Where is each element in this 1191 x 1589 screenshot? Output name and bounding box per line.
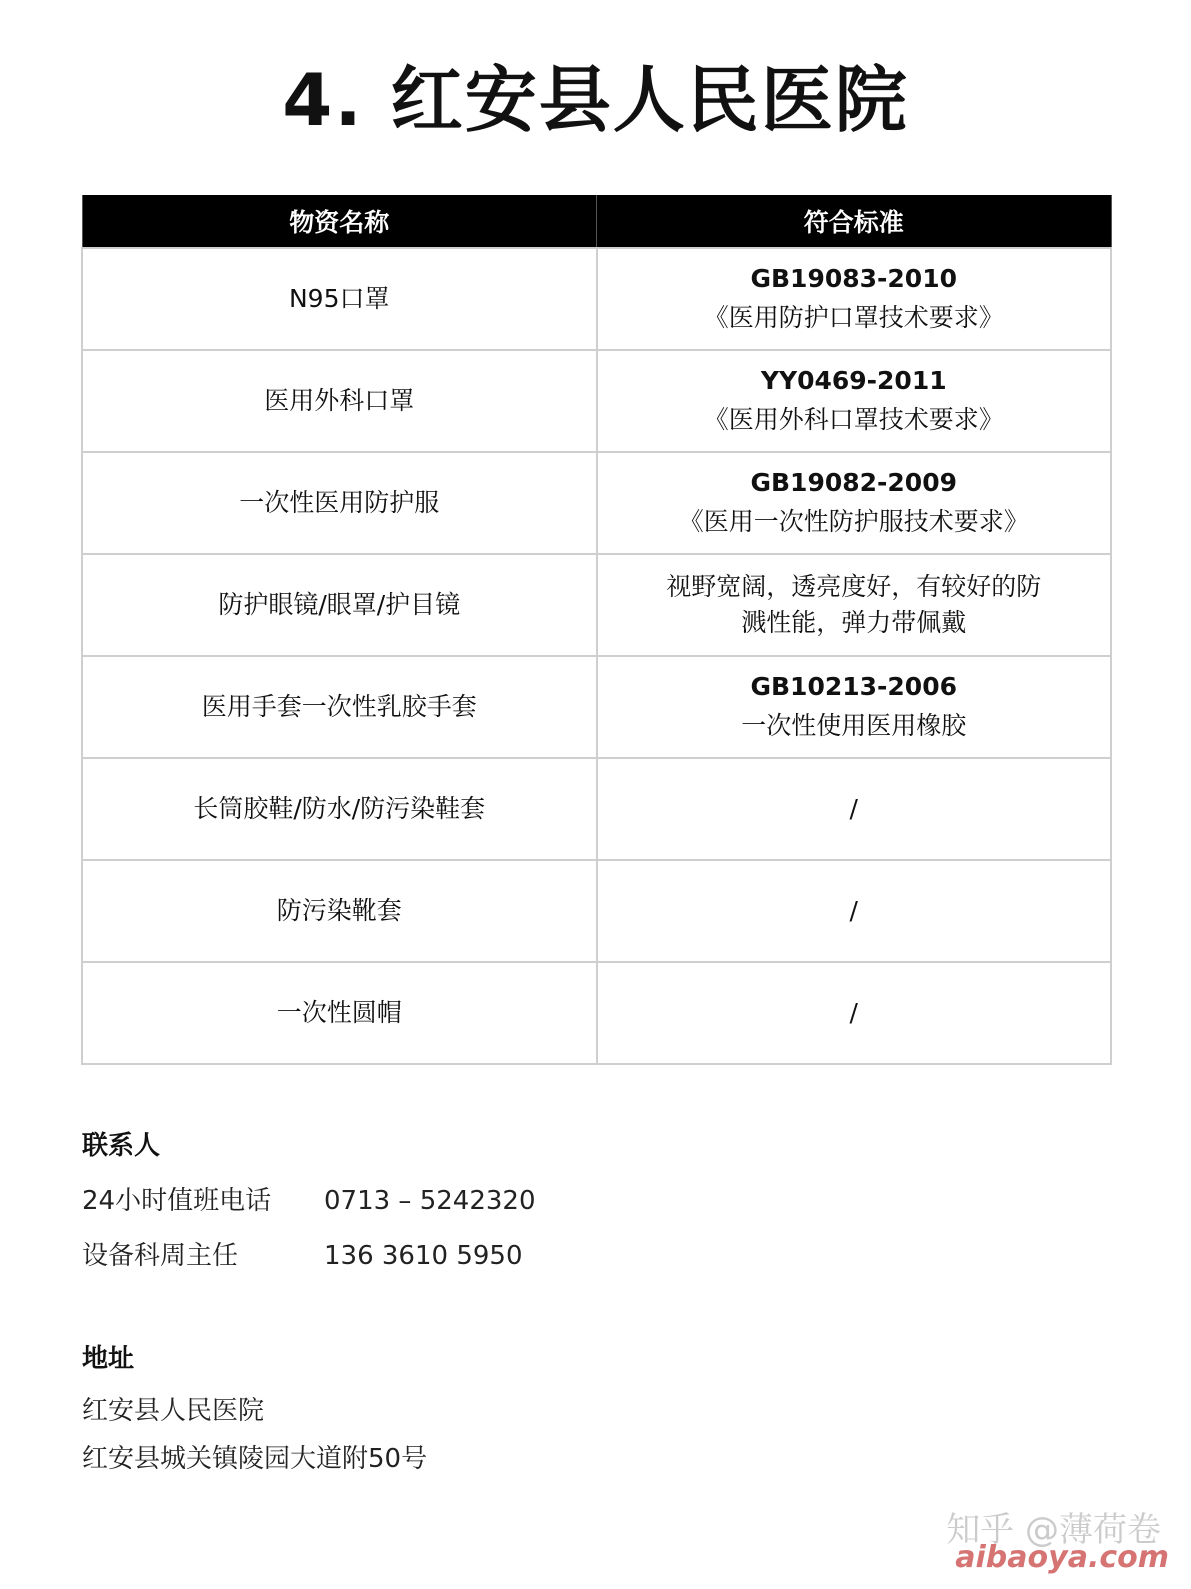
zhihu-watermark: 知乎 @薄荷卷 bbox=[946, 1510, 1161, 1550]
standard-cell bbox=[597, 860, 1112, 962]
address-line: 红安县人民医院 bbox=[82, 1396, 265, 1426]
standard-name: 《医用一次性防护服技术要求》 bbox=[678, 507, 1029, 536]
contact-heading: 联系人 bbox=[82, 1131, 161, 1161]
page-title: 4. 红安县人民医院 bbox=[282, 58, 909, 142]
table-row bbox=[82, 554, 1111, 656]
standard-code: YY0469-2011 bbox=[760, 366, 947, 395]
contact-value: 136 3610 5950 bbox=[324, 1241, 523, 1271]
supplies-table bbox=[81, 195, 1112, 1065]
address-line: 红安县城关镇陵园大道附50号 bbox=[82, 1444, 428, 1474]
contact-row-duty-phone bbox=[82, 1180, 536, 1217]
item-cell: 防污染靴套 bbox=[82, 860, 597, 962]
table-row bbox=[82, 656, 1111, 758]
standard-text: / bbox=[849, 896, 858, 925]
item-cell: N95口罩 bbox=[82, 248, 597, 350]
table-row bbox=[82, 962, 1111, 1064]
standard-cell bbox=[597, 350, 1112, 452]
standard-text: 溅性能，弹力带佩戴 bbox=[741, 608, 967, 637]
standard-cell bbox=[597, 554, 1112, 656]
item-cell: 长筒胶鞋/防水/防污染鞋套 bbox=[82, 758, 597, 860]
standard-name: 《医用外科口罩技术要求》 bbox=[703, 405, 1004, 434]
address-heading: 地址 bbox=[82, 1344, 135, 1374]
standard-code: GB10213-2006 bbox=[750, 672, 957, 701]
table-row bbox=[82, 350, 1111, 452]
standard-text: / bbox=[849, 998, 858, 1027]
standard-cell bbox=[597, 962, 1112, 1064]
contact-row-director bbox=[82, 1235, 523, 1272]
standard-text: 视野宽阔，透亮度好，有较好的防 bbox=[666, 572, 1042, 601]
item-cell: 医用外科口罩 bbox=[82, 350, 597, 452]
item-cell: 一次性圆帽 bbox=[82, 962, 597, 1064]
contact-value: 0713 – 5242320 bbox=[324, 1186, 536, 1216]
table-row bbox=[82, 758, 1111, 860]
table-row bbox=[82, 452, 1111, 554]
contact-label: 设备科周主任 bbox=[82, 1241, 239, 1271]
standard-name: 一次性使用医用橡胶 bbox=[741, 711, 967, 740]
standard-cell bbox=[597, 758, 1112, 860]
standard-code: GB19083-2010 bbox=[750, 264, 957, 293]
header-standard: 符合标准 bbox=[597, 195, 1112, 248]
table-row bbox=[82, 860, 1111, 962]
table-header-row bbox=[82, 195, 1111, 248]
table-row bbox=[82, 248, 1111, 350]
standard-cell bbox=[597, 656, 1112, 758]
contact-label: 24小时值班电话 bbox=[82, 1186, 272, 1216]
item-cell: 防护眼镜/眼罩/护目镜 bbox=[82, 554, 597, 656]
standard-text: / bbox=[849, 794, 858, 823]
standard-code: GB19082-2009 bbox=[750, 468, 957, 497]
item-cell: 医用手套一次性乳胶手套 bbox=[82, 656, 597, 758]
site-watermark: aibaoya.com bbox=[955, 1540, 1169, 1575]
header-item-name: 物资名称 bbox=[82, 195, 597, 248]
standard-cell bbox=[597, 248, 1112, 350]
standard-name: 《医用防护口罩技术要求》 bbox=[703, 303, 1004, 332]
standard-cell bbox=[597, 452, 1112, 554]
item-cell: 一次性医用防护服 bbox=[82, 452, 597, 554]
